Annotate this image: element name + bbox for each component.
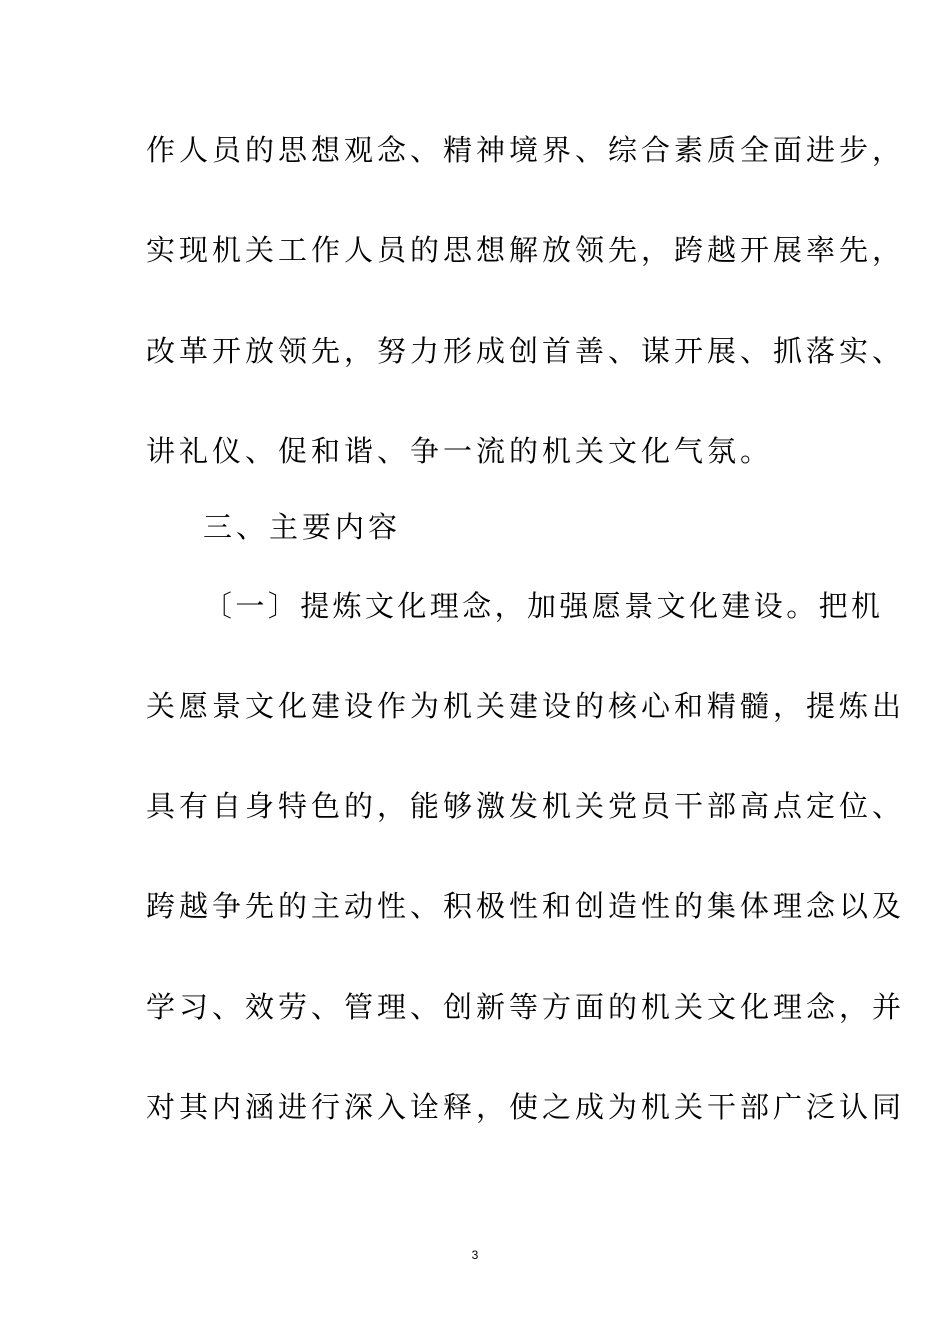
text-line: 跨越争先的主动性、积极性和创造性的集体理念以及 bbox=[146, 889, 906, 923]
text-line: 对其内涵进行深入诠释，使之成为机关干部广泛认同 bbox=[146, 1090, 906, 1124]
text-line: 讲礼仪、促和谐、争一流的机关文化气氛。 bbox=[146, 434, 774, 468]
text-line: 学习、效劳、管理、创新等方面的机关文化理念，并 bbox=[146, 990, 906, 1024]
text-line: 作人员的思想观念、精神境界、综合素质全面进步， bbox=[146, 133, 906, 167]
text-line: 实现机关工作人员的思想解放领先，跨越开展率先， bbox=[146, 233, 906, 267]
page-number: 3 bbox=[471, 1248, 479, 1262]
text-line: 具有自身特色的，能够激发机关党员干部高点定位、 bbox=[146, 789, 906, 823]
text-line: 〔一〕提炼文化理念，加强愿景文化建设。把机 bbox=[203, 589, 884, 623]
section-heading: 三、主要内容 bbox=[203, 510, 402, 544]
text-line: 关愿景文化建设作为机关建设的核心和精髓，提炼出 bbox=[146, 689, 906, 723]
text-line: 改革开放领先，努力形成创首善、谋开展、抓落实、 bbox=[146, 334, 906, 368]
